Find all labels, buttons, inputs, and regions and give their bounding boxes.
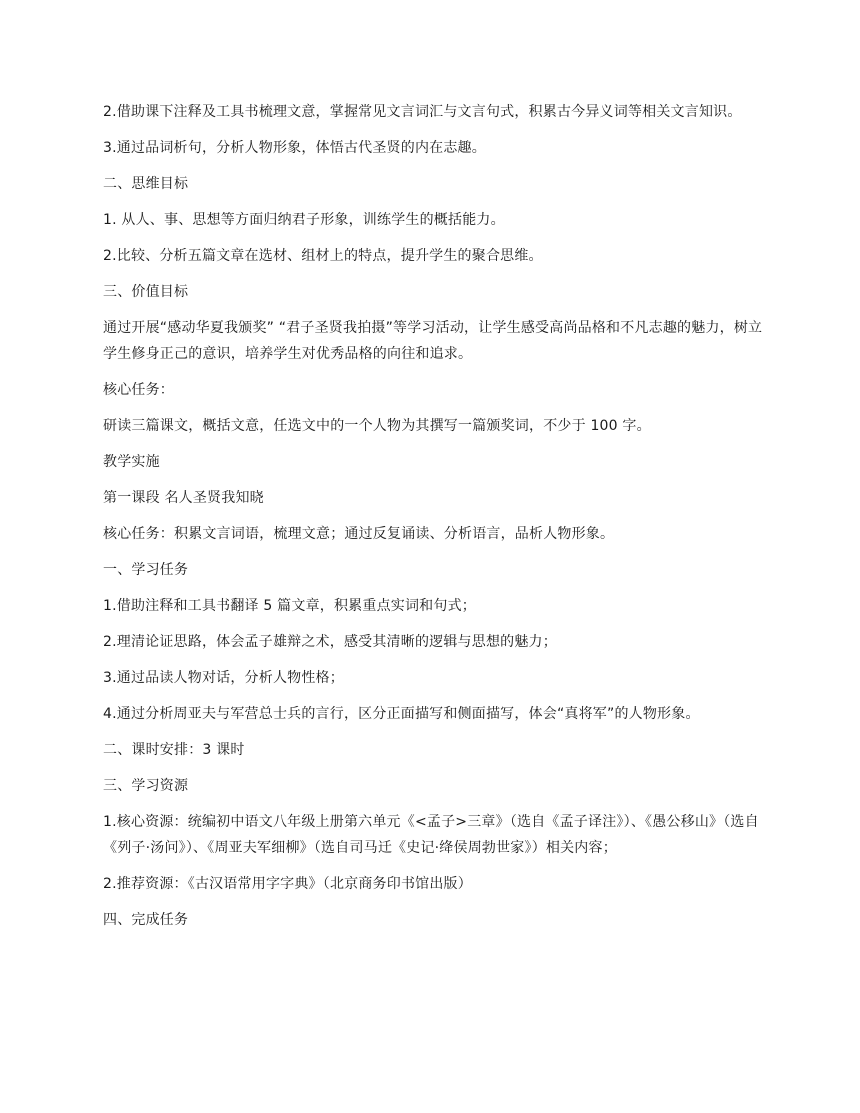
paragraph-goal-2: 2.借助课下注释及工具书梳理文意，掌握常见文言词汇与文言句式，积累古今异义词等相关文言知识。 <box>103 104 742 120</box>
heading-thinking-goals: 二、思维目标 <box>103 176 189 192</box>
paragraph-task-3: 3.通过品读人物对话，分析人物性格； <box>103 670 344 686</box>
heading-learning-tasks: 一、学习任务 <box>103 562 189 578</box>
heading-value-goals: 三、价值目标 <box>103 284 189 300</box>
paragraph-thinking-2: 2.比较、分析五篇文章在选材、组材上的特点，提升学生的聚合思维。 <box>103 248 543 264</box>
paragraph-core-task: 研读三篇课文，概括文意，任选文中的一个人物为其撰写一篇颁奖词，不少于 100 字。 <box>103 418 651 434</box>
paragraph-session-core-task: 核心任务：积累文言词语，梳理文意；通过反复诵读、分析语言，品析人物形象。 <box>103 526 615 542</box>
paragraph-thinking-1: 1. 从人、事、思想等方面归纳君子形象，训练学生的概括能力。 <box>103 212 505 228</box>
heading-core-task: 核心任务： <box>103 382 174 398</box>
paragraph-task-4: 4.通过分析周亚夫与军营总士兵的言行，区分正面描写和侧面描写，体会“真将军”的人物形象。 <box>103 706 700 722</box>
heading-complete-tasks: 四、完成任务 <box>103 912 189 928</box>
document-body <box>103 99 763 943</box>
paragraph-resource-1: 1.核心资源：统编初中语文八年级上册第六单元《<孟子>三章》（选自《孟子译注》）、《愚公移山》（选自《列子·汤问》）、《周亚夫军细柳》（选自司马迁《史记·绛侯周勃世家》）相关内容； <box>103 814 759 856</box>
paragraph-goal-3: 3.通过品词析句，分析人物形象，体悟古代圣贤的内在志趣。 <box>103 140 486 156</box>
heading-schedule: 二、课时安排：3 课时 <box>103 742 245 758</box>
heading-learning-resources: 三、学习资源 <box>103 778 189 794</box>
paragraph-task-1: 1.借助注释和工具书翻译 5 篇文章，积累重点实词和句式； <box>103 598 476 614</box>
heading-first-session: 第一课段 名人圣贤我知晓 <box>103 490 264 506</box>
heading-teaching-implementation: 教学实施 <box>103 454 160 470</box>
paragraph-resource-2: 2.推荐资源：《古汉语常用字字典》（北京商务印书馆出版） <box>103 876 472 892</box>
paragraph-task-2: 2.理清论证思路，体会孟子雄辩之术，感受其清晰的逻辑与思想的魅力； <box>103 634 557 650</box>
paragraph-value: 通过开展“感动华夏我颁奖” “君子圣贤我拍摄”等学习活动，让学生感受高尚品格和不凡志趣的魅力，树立学生修身正己的意识，培养学生对优秀品格的向往和追求。 <box>103 320 763 362</box>
